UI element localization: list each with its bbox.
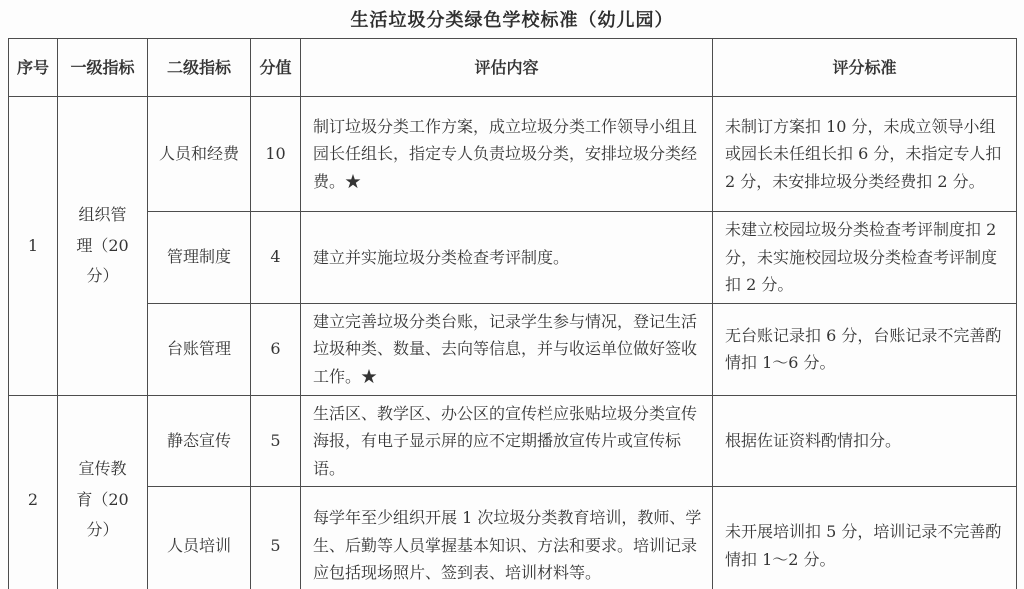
standard-cell: 未开展培训扣 5 分，培训记录不完善酌情扣 1～2 分。 <box>713 487 1017 589</box>
score-cell: 10 <box>251 97 301 212</box>
level2-cell: 管理制度 <box>148 212 251 304</box>
seq-cell: 2 <box>9 395 58 589</box>
page-title: 生活垃圾分类绿色学校标准（幼儿园） <box>350 10 674 31</box>
level1-cell: 组织管理（20分） <box>58 97 148 396</box>
standard-cell: 根据佐证资料酌情扣分。 <box>713 395 1017 487</box>
header-level2: 二级指标 <box>148 39 251 97</box>
score-cell: 5 <box>251 487 301 589</box>
table-row <box>9 97 1017 212</box>
seq-cell: 1 <box>9 97 58 396</box>
table-row <box>9 487 1017 589</box>
standard-cell: 无台账记录扣 6 分，台账记录不完善酌情扣 1～6 分。 <box>713 303 1017 395</box>
content-cell: 制订垃圾分类工作方案，成立垃圾分类工作领导小组且园长任组长，指定专人负责垃圾分类，安排垃圾分类经费。★ <box>301 97 713 212</box>
score-cell: 6 <box>251 303 301 395</box>
score-cell: 5 <box>251 395 301 487</box>
table-row <box>9 303 1017 395</box>
header-content: 评估内容 <box>301 39 713 97</box>
header-row <box>9 39 1017 97</box>
level2-cell: 人员和经费 <box>148 97 251 212</box>
content-cell: 生活区、教学区、办公区的宣传栏应张贴垃圾分类宣传海报，有电子显示屏的应不定期播放宣传片或宣传标语。 <box>301 395 713 487</box>
level1-cell: 宣传教育（20分） <box>58 395 148 589</box>
standards-table <box>8 38 1017 589</box>
header-seq: 序号 <box>9 39 58 97</box>
standard-cell: 未建立校园垃圾分类检查考评制度扣 2 分，未实施校园垃圾分类检查考评制度扣 2 分。 <box>713 212 1017 304</box>
table-row <box>9 395 1017 487</box>
level2-cell: 人员培训 <box>148 487 251 589</box>
table-row <box>9 212 1017 304</box>
level2-cell: 台账管理 <box>148 303 251 395</box>
standard-cell: 未制订方案扣 10 分，未成立领导小组或园长未任组长扣 6 分，未指定专人扣 2 分，未安排垃圾分类经费扣 2 分。 <box>713 97 1017 212</box>
content-cell: 建立并实施垃圾分类检查考评制度。 <box>301 212 713 304</box>
level2-cell: 静态宣传 <box>148 395 251 487</box>
score-cell: 4 <box>251 212 301 304</box>
content-cell: 每学年至少组织开展 1 次垃圾分类教育培训，教师、学生、后勤等人员掌握基本知识、方法和要求。培训记录应包括现场照片、签到表、培训材料等。 <box>301 487 713 589</box>
header-standard: 评分标准 <box>713 39 1017 97</box>
header-score: 分值 <box>251 39 301 97</box>
header-level1: 一级指标 <box>58 39 148 97</box>
content-cell: 建立完善垃圾分类台账，记录学生参与情况，登记生活垃圾种类、数量、去向等信息，并与收运单位做好签收工作。★ <box>301 303 713 395</box>
